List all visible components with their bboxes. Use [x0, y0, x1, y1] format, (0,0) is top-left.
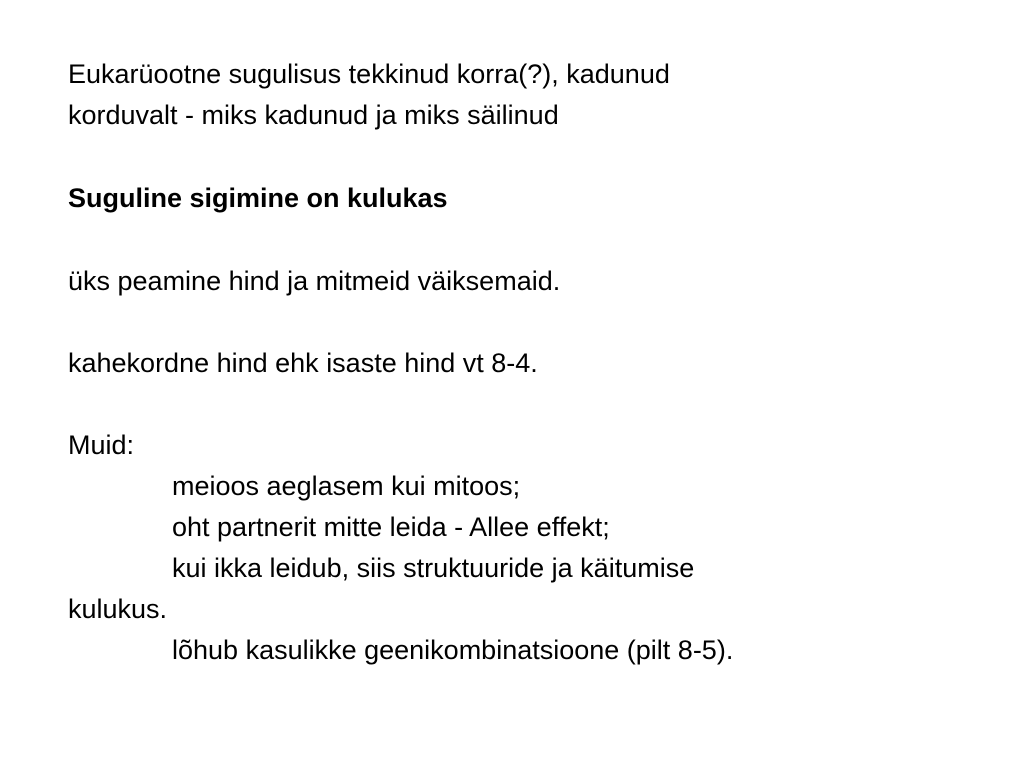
list-item-structures: kui ikka leidub, siis struktuuride ja käitumise: [172, 553, 695, 583]
list-label: Muid:: [68, 430, 135, 460]
paragraph-double-cost: kahekordne hind ehk isaste hind vt 8-4.: [68, 348, 538, 378]
list-item-structures-continued: kulukus.: [68, 594, 168, 624]
paragraph-main-cost: üks peamine hind ja mitmeid väiksemaid.: [68, 266, 561, 296]
list-item-meiosis: meioos aeglasem kui mitoos;: [172, 471, 521, 501]
intro-line-2: korduvalt - miks kadunud ja miks säilinud: [68, 100, 559, 130]
list-item-allee-effect: oht partnerit mitte leida - Allee effekt;: [172, 512, 610, 542]
intro-line-1: Eukarüootne sugulisus tekkinud korra(?), kadunud: [68, 59, 670, 89]
list-item-gene-combinations: lõhub kasulikke geenikombinatsioone (pilt 8-5).: [172, 635, 734, 665]
slide-heading: Suguline sigimine on kulukas: [68, 183, 448, 213]
